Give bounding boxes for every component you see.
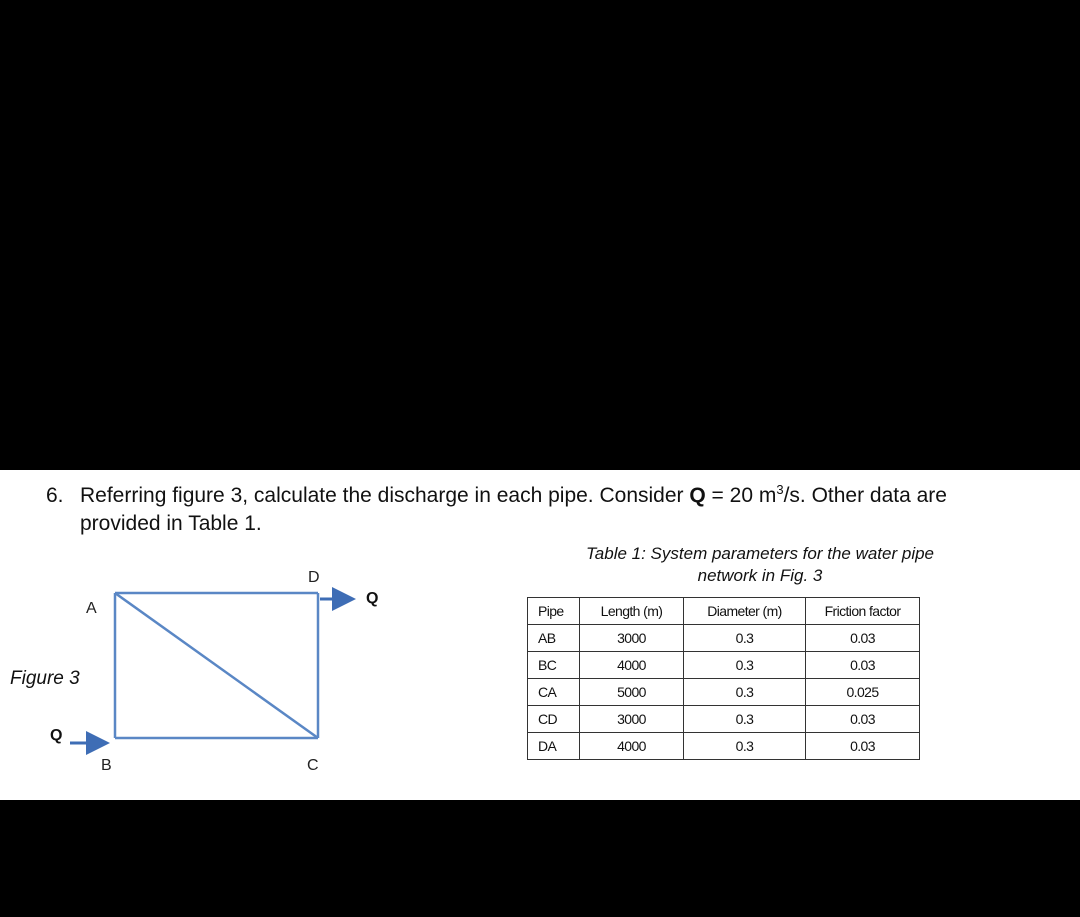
cell-pipe: AB	[528, 625, 580, 652]
cell-pipe: CA	[528, 679, 580, 706]
cell-diameter: 0.3	[684, 679, 806, 706]
cell-friction: 0.03	[806, 652, 920, 679]
cell-length: 4000	[580, 733, 684, 760]
table-row	[528, 625, 920, 652]
cell-length: 3000	[580, 625, 684, 652]
cell-friction: 0.025	[806, 679, 920, 706]
table-row	[528, 733, 920, 760]
pipe-network-diagram	[0, 470, 500, 800]
node-a-label: A	[86, 600, 97, 617]
table-caption-line-2: network in Fig. 3	[697, 566, 823, 585]
pipe-ac	[115, 593, 318, 738]
table-row	[528, 679, 920, 706]
header-pipe: Pipe	[528, 598, 580, 625]
unit-exponent: 3	[776, 482, 784, 497]
node-d-label: D	[308, 569, 320, 586]
cell-diameter: 0.3	[684, 733, 806, 760]
cell-pipe: DA	[528, 733, 580, 760]
node-b-label: B	[101, 757, 112, 774]
question-line-1: Referring figure 3, calculate the discharge in each pipe. Consider Q = 20 $m^3/s$. Other data are	[80, 482, 947, 507]
header-friction: Friction factor	[806, 598, 920, 625]
system-parameters-table	[527, 597, 920, 760]
cell-length: 3000	[580, 706, 684, 733]
cell-pipe: CD	[528, 706, 580, 733]
figure-label: Figure 3	[10, 668, 80, 689]
cell-length: 4000	[580, 652, 684, 679]
inflow-q-label: Q	[50, 727, 63, 744]
cell-diameter: 0.3	[684, 706, 806, 733]
header-diameter: Diameter (m)	[684, 598, 806, 625]
cell-pipe: BC	[528, 652, 580, 679]
cell-length: 5000	[580, 679, 684, 706]
table-row	[528, 652, 920, 679]
question-page	[0, 470, 1080, 800]
cell-diameter: 0.3	[684, 652, 806, 679]
table-row	[528, 706, 920, 733]
table-caption-line-1: Table 1: System parameters for the water pipe	[585, 544, 935, 563]
cell-diameter: 0.3	[684, 625, 806, 652]
node-c-label: C	[307, 757, 319, 774]
outflow-q-label: Q	[366, 590, 379, 607]
cell-friction: 0.03	[806, 706, 920, 733]
question-line-2: provided in Table 1.	[80, 512, 262, 535]
header-length: Length (m)	[580, 598, 684, 625]
question-number: 6.	[46, 484, 64, 507]
cell-friction: 0.03	[806, 733, 920, 760]
cell-friction: 0.03	[806, 625, 920, 652]
q-symbol: Q	[689, 484, 706, 507]
table-caption	[540, 543, 980, 587]
table-header-row	[528, 598, 920, 625]
